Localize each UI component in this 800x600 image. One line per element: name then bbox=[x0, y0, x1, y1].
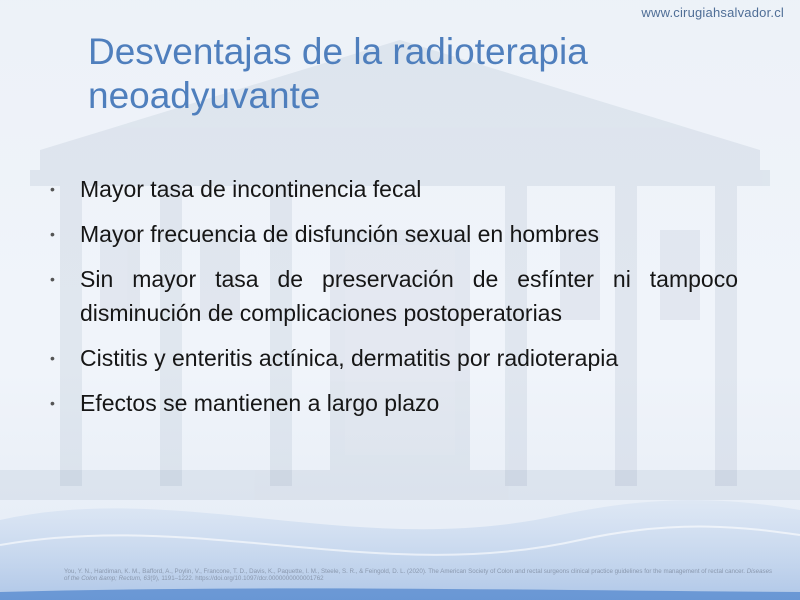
bullet-text: Mayor tasa de incontinencia fecal bbox=[80, 176, 422, 202]
reference-authors-title: You, Y. N., Hardiman, K. M., Bafford, A., Poylin, V., Francone, T. D., Davis, K., Paquette, I. M., Steele, S. R., & Feingold, D. L. (2020). The American Society of Colon and rectal surgeons clinical practice guidelines for the management of rectal cancer. bbox=[64, 568, 747, 575]
bullet-text: Efectos se mantienen a largo plazo bbox=[80, 390, 440, 416]
bullet-marker: • bbox=[50, 395, 55, 411]
reference-journal: Diseases of the Colon &amp; Rectum, 63 bbox=[64, 568, 773, 582]
bullet-item-long-term-effects bbox=[50, 386, 738, 420]
bullet-text: Sin mayor tasa de preservación de esfínter ni tampoco disminución de complicaciones postoperatorias bbox=[80, 266, 738, 326]
reference-citation bbox=[64, 568, 774, 582]
reference-pages-doi: (9), 1191–1222. https://doi.org/10.1097/dcr.0000000000001762 bbox=[150, 575, 324, 582]
bullet-item-cystitis-enteritis bbox=[50, 341, 738, 375]
bullet-text: Cistitis y enteritis actínica, dermatitis por radioterapia bbox=[80, 345, 619, 371]
site-url: www.cirugiahsalvador.cl bbox=[641, 5, 784, 20]
bullet-marker: • bbox=[50, 181, 55, 197]
bullet-text: Mayor frecuencia de disfunción sexual en hombres bbox=[80, 221, 600, 247]
bullet-item-sphincter-preservation bbox=[50, 262, 738, 330]
bullet-item-incontinence bbox=[50, 172, 738, 206]
bullet-item-sexual-dysfunction bbox=[50, 217, 738, 251]
bullet-marker: • bbox=[50, 350, 55, 366]
bullet-list bbox=[50, 172, 738, 431]
bullet-marker: • bbox=[50, 226, 55, 242]
slide-title: Desventajas de la radioterapia neoadyuvante bbox=[88, 31, 588, 116]
bullet-marker: • bbox=[50, 271, 55, 287]
